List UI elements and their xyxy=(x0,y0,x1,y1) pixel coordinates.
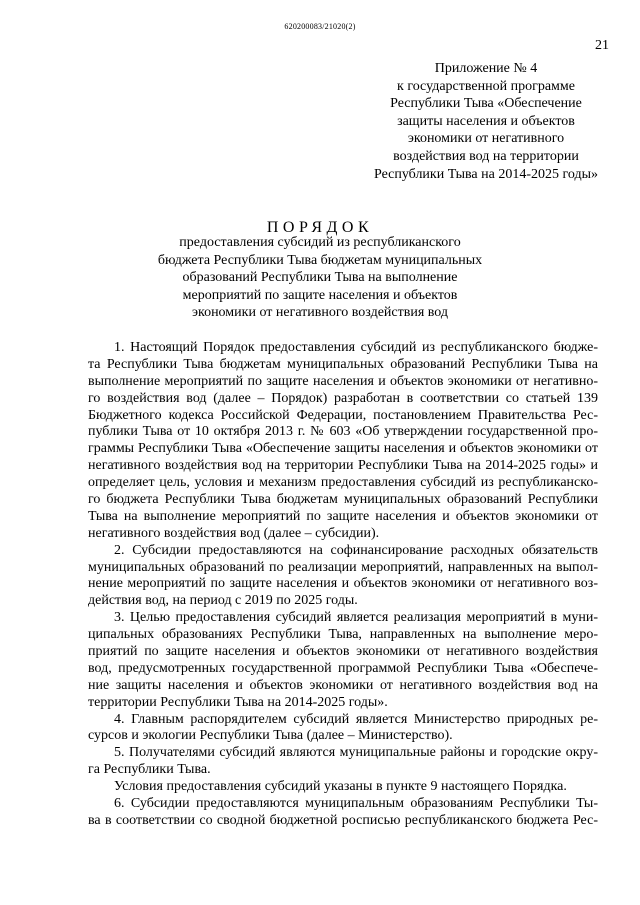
paragraph-1-line: выполнение мероприятий по защите населения и объектов экономики от негативно- xyxy=(88,373,598,389)
appendix-line: воздействия вод на территории xyxy=(393,148,579,164)
paragraph-1-line: публики Тыва от 10 октября 2013 г. № 603 «Об утверждении государственной про- xyxy=(88,424,598,440)
appendix-line: Республики Тыва на 2014-2025 годы» xyxy=(373,166,599,182)
paragraph-1-line: го воздействия вод (далее – Порядок) разработан в соответствии со статьей 139 xyxy=(88,390,598,406)
appendix-line: Республики Тыва «Обеспечение xyxy=(390,96,582,112)
paragraph-3-line: территории Республики Тыва на 2014-2025 годы». xyxy=(88,694,388,710)
paragraph-1-line: негативного воздействия вод на территории Республики Тыва на 2014-2025 годы» и xyxy=(88,458,598,474)
paragraph-1-line: определяет цель, условия и механизм предоставления субсидий из республиканско- xyxy=(88,475,598,491)
paragraph-2-line: муниципальных образований по реализации мероприятий, направленных на выпол- xyxy=(88,559,598,575)
appendix-block xyxy=(356,60,616,183)
paragraph-3-line: вод, предусмотренных государственной программой Республики Тыва «Обеспече- xyxy=(88,660,598,676)
subtitle-line: экономики от негативного воздействия вод xyxy=(191,305,449,320)
paragraph-3-line: приятий по защите населения и объектов экономики от негативного воздействия xyxy=(88,644,598,660)
paragraph-conditions-line: Условия предоставления субсидий указаны в пункте 9 настоящего Порядка. xyxy=(114,779,567,795)
appendix-line: защиты населения и объектов xyxy=(397,113,575,129)
paragraph-6-line: ва в соответствии со сводной бюджетной росписью республиканского бюджета Рес- xyxy=(88,812,598,828)
paragraph-4-line: 4. Главным распорядителем субсидий является Министерство природных ре- xyxy=(114,711,598,727)
document-body xyxy=(88,340,598,830)
page-number: 21 xyxy=(595,38,609,53)
document-subtitle xyxy=(0,234,640,322)
paragraph-3-line: 3. Целью предоставления субсидий является реализация мероприятий в муни- xyxy=(114,610,598,626)
paragraph-1-line: Бюджетного кодекса Российской Федерации, постановлением Правительства Рес- xyxy=(88,407,598,423)
paragraph-1-line: та Республики Тыва бюджетам муниципальных образований Республики Тыва на xyxy=(88,356,598,372)
paragraph-1-line: Тыва на выполнение мероприятий по защите населения и объектов экономики от xyxy=(88,508,598,524)
appendix-line: Приложение № 4 xyxy=(434,61,538,76)
paragraph-6-line: 6. Субсидии предоставляются муниципальным образованиям Республики Ты- xyxy=(114,796,598,812)
document-title: ПОРЯДОК xyxy=(266,219,374,236)
document-code: 620200083/21020(2) xyxy=(284,22,356,31)
paragraph-1-line: го бюджета Республики Тыва бюджетам муниципальных образований Республики xyxy=(88,492,598,508)
subtitle-line: предоставления субсидий из республиканского xyxy=(179,235,461,250)
appendix-line: к государственной программе xyxy=(397,78,575,94)
paragraph-1-line: граммы Республики Тыва «Обеспечение защиты населения и объектов экономики от xyxy=(88,441,598,457)
paragraph-2-line: нение мероприятий по защите населения и объектов экономики от негативного воз- xyxy=(88,576,598,592)
appendix-line: экономики от негативного xyxy=(407,131,565,147)
paragraph-3-line: ципальных образованиях Республики Тыва, направленных на выполнение меро- xyxy=(88,627,598,643)
paragraph-3-line: ние защиты населения и объектов экономики от негативного воздействия вод на xyxy=(88,677,598,693)
subtitle-line: мероприятий по защите населения и объектов xyxy=(182,287,458,303)
subtitle-line: бюджета Республики Тыва бюджетам муниципальных xyxy=(157,252,483,268)
paragraph-1-line: 1. Настоящий Порядок предоставления субсидий из республиканского бюдже- xyxy=(114,340,598,355)
paragraph-2-line: действия вод, на период с 2019 по 2025 годы. xyxy=(88,593,358,609)
paragraph-4-line: сурсов и экологии Республики Тыва (далее – Министерство). xyxy=(88,728,453,744)
subtitle-line: образований Республики Тыва на выполнение xyxy=(182,270,458,285)
paragraph-5-line: га Республики Тыва. xyxy=(88,762,211,778)
paragraph-2-line: 2. Субсидии предоставляются на софинансирование расходных обязательств xyxy=(114,542,598,558)
paragraph-1-line: негативного воздействия вод (далее – субсидии). xyxy=(88,525,380,541)
paragraph-5-line: 5. Получателями субсидий являются муниципальные районы и городские окру- xyxy=(114,745,598,761)
